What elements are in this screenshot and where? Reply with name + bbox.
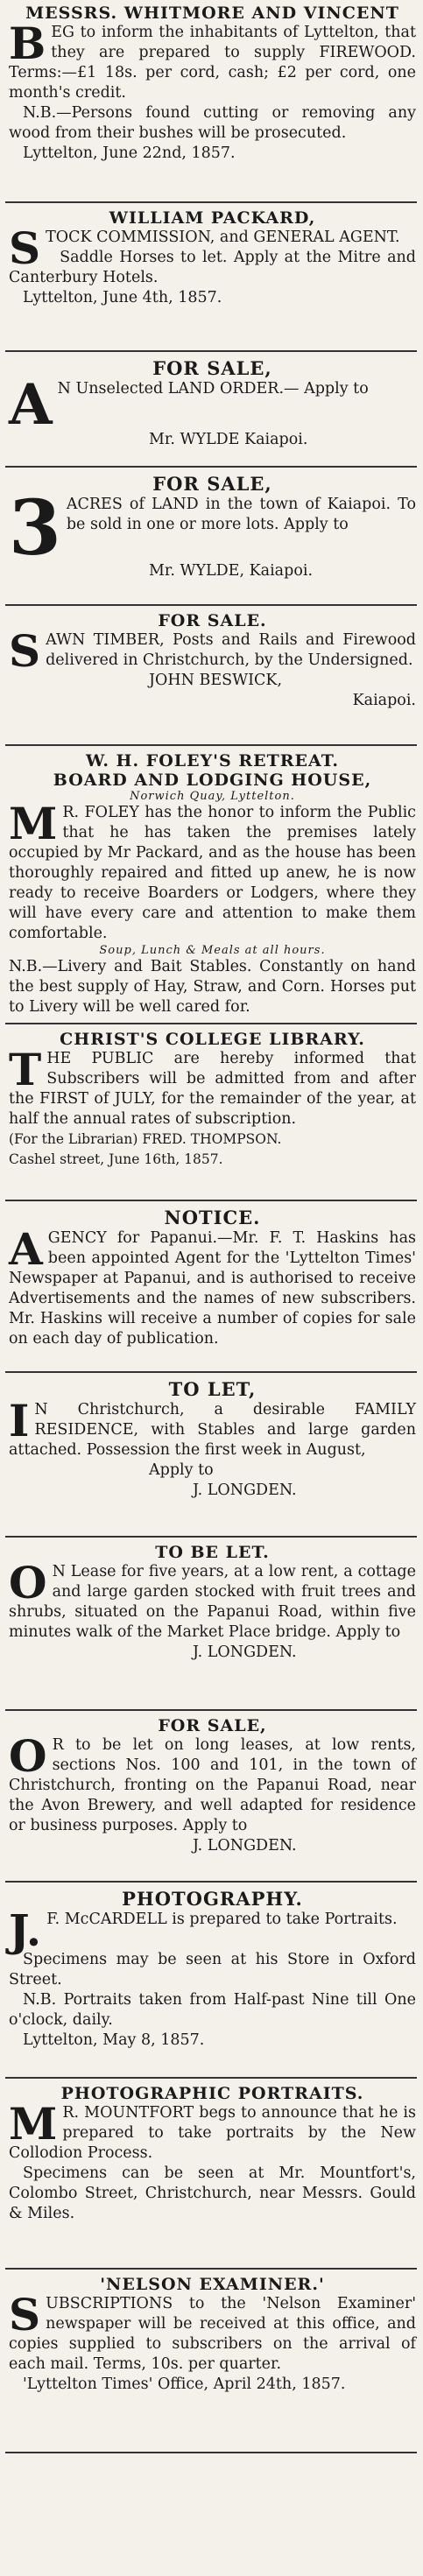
ad-to-be-let-cottage	[9, 1543, 416, 1663]
ad-signature: J. LONGDEN.	[193, 1643, 297, 1661]
drop-cap: B	[9, 18, 46, 69]
divider	[5, 1371, 417, 1373]
ad-whitmore-vincent	[9, 4, 416, 164]
ad-heading: FOR SALE,	[158, 1716, 267, 1735]
divider	[5, 1536, 417, 1538]
divider	[5, 1709, 417, 1711]
ad-body: STOCK COMMISSION, and GENERAL AGENT.	[9, 222, 400, 274]
ad-heading: CHRIST'S COLLEGE LIBRARY.	[60, 1030, 365, 1049]
ad-body: BEG to inform the inhabitants of Lyttelton, that they are prepared to supply FIREWOOD. Terms:—£1 18s. per cord, cash; £2 per cord, one month's credit.	[9, 18, 416, 102]
ad-heading: PHOTOGRAPHY.	[122, 1888, 303, 1910]
ad-apply: Apply to	[149, 1461, 214, 1479]
ad-line: N.B. Portraits taken from Half-past Nine till One o'clock, daily.	[9, 1991, 416, 2029]
drop-cap: T	[9, 1044, 42, 1095]
ad-signature: Mr. WYLDE, Kaiapoi.	[149, 562, 314, 580]
ad-heading: TO BE LET.	[155, 1543, 270, 1562]
ad-dateline: Lyttelton, May 8, 1857.	[23, 2031, 205, 2049]
ad-nelson-examiner	[9, 2275, 416, 2395]
ad-body: J. F. McCARDELL is prepared to take Portraits.	[9, 1904, 398, 1956]
ad-signature: Mr. WYLDE Kaiapoi.	[149, 431, 308, 448]
ad-body: M R. FOLEY has the honor to inform the Public that he has taken the premises lately occupied by Mr Packard, and as the house has been thoroughly repaired and fitted up anew, he is now ready to receive Boarders or Lodgers, where they will have every care and attention to make them comfortable.	[9, 798, 416, 942]
ad-sawn-timber	[9, 611, 416, 711]
divider	[5, 2077, 417, 2079]
ad-heading: PHOTOGRAPHIC PORTRAITS.	[60, 2084, 364, 2103]
drop-cap: J.	[9, 1904, 42, 1956]
ad-body: O N Lease for five years, at a low rent, a cottage and large garden stocked with fruit trees and shrubs, situated on the Papanui Road, within five minutes walk of the Market Place bridge. Apply to	[9, 1557, 416, 1641]
ad-meals: Soup, Lunch & Meals at all hours.	[99, 944, 326, 957]
drop-cap: A	[9, 372, 53, 438]
ad-body: AGENCY for Papanui.—Mr. F. T. Haskins has been appointed Agent for the 'Lyttelton Times' Newspaper at Papanui, and is authorised to receive Advertisements and the names of new subscribers. Mr. Haskins will receive a number of copies for sale on each day of publication.	[9, 1223, 416, 1348]
ad-heading: FOR SALE.	[158, 611, 267, 630]
drop-cap: O	[9, 1557, 47, 1608]
ad-william-packard	[9, 208, 416, 308]
ad-three-acres	[9, 473, 416, 581]
ad-signature: (For the Librarian) FRED. THOMPSON.	[9, 1131, 282, 1147]
ad-college-library	[9, 1030, 416, 1170]
divider	[5, 744, 417, 746]
drop-cap: I	[9, 1395, 30, 1446]
divider	[5, 2452, 417, 2453]
ad-dateline: Cashel street, June 16th, 1857.	[9, 1151, 223, 1167]
ad-signature: JOHN BESWICK,	[149, 672, 283, 689]
ad-dateline: Lyttelton, June 4th, 1857.	[23, 289, 222, 306]
ad-dateline: 'Lyttelton Times' Office, April 24th, 1857.	[23, 2375, 346, 2393]
ad-subheading: BOARD AND LODGING HOUSE,	[53, 771, 372, 790]
drop-cap: S	[9, 2289, 41, 2340]
ad-line: Saddle Horses to let. Apply at the Mitre and Canterbury Hotels.	[9, 249, 416, 286]
ad-body: A N Unselected LAND ORDER.— Apply to	[9, 372, 369, 438]
ad-to-let-residence	[9, 1378, 416, 1501]
divider	[5, 1881, 417, 1883]
drop-cap: 3	[9, 484, 61, 573]
ad-heading: TO LET,	[168, 1378, 257, 1400]
ad-notice-agency	[9, 1207, 416, 1349]
ad-heading: MESSRS. WHITMORE AND VINCENT	[25, 4, 399, 23]
ad-photography	[9, 1888, 416, 2051]
ad-line: Specimens can be seen at Mr. Mountfort's, Colombo Street, Christchurch, near Messrs. Gould & Miles.	[9, 2164, 416, 2222]
ad-body: 3 ACRES of LAND in the town of Kaiapoi. To be sold in one or more lots. Apply to	[9, 484, 416, 573]
ad-heading: 'NELSON EXAMINER.'	[100, 2275, 325, 2294]
ad-heading: NOTICE.	[164, 1207, 261, 1228]
ad-body: THE PUBLIC are hereby informed that Subscribers will be admitted from and after the FIRST of JULY, for the remainder of the year, at half the annual rates of subscription.	[9, 1044, 416, 1128]
ad-body: O R to be let on long leases, at low rents, sections Nos. 100 and 101, in the town of Christchurch, fronting on the Papanui Road, near the Avon Brewery, and well adapted for residence or business purposes. Apply to	[9, 1730, 416, 1834]
drop-cap: S	[9, 625, 41, 677]
drop-cap: M	[9, 2098, 58, 2150]
ad-body: SAWN TIMBER, Posts and Rails and Firewood delivered in Christchurch, by the Undersigned.	[9, 625, 416, 677]
ad-note: N.B.—Persons found cutting or removing any wood from their bushes will be prosecuted.	[9, 104, 416, 142]
ad-heading: WILLIAM PACKARD,	[109, 208, 316, 228]
ad-note: N.B.—Livery and Bait Stables. Constantly on hand the best supply of Hay, Straw, and Corn. Horses put to Livery will be well cared for.	[9, 958, 416, 1016]
ad-body: I N Christchurch, a desirable FAMILY RESIDENCE, with Stables and large garden attached. Possession the first week in August,	[9, 1395, 416, 1459]
ad-heading: FOR SALE,	[152, 357, 272, 379]
drop-cap: S	[9, 222, 41, 274]
divider	[5, 604, 417, 606]
drop-cap: A	[9, 1223, 43, 1275]
ad-line: Specimens may be seen at his Store in Oxford Street.	[9, 1951, 416, 1988]
ad-signature: J. LONGDEN.	[193, 1482, 297, 1499]
ad-heading: FOR SALE,	[152, 473, 272, 495]
ad-photographic-portraits	[9, 2084, 416, 2224]
ad-foley-retreat	[9, 751, 416, 1017]
drop-cap: O	[9, 1730, 47, 1782]
divider	[5, 1200, 417, 1201]
divider	[5, 2268, 417, 2270]
ad-body: M R. MOUNTFORT begs to announce that he is prepared to take portraits by the New Collodion Process.	[9, 2098, 416, 2162]
ad-place: Kaiapoi.	[352, 692, 416, 709]
divider	[5, 350, 417, 352]
ad-body: SUBSCRIPTIONS to the 'Nelson Examiner' newspaper will be received at this office, and copies supplied to subscribers on the arrival of each mail. Terms, 10s. per quarter.	[9, 2289, 416, 2373]
ad-land-order	[9, 357, 416, 450]
divider	[5, 1023, 417, 1024]
divider	[5, 466, 417, 468]
divider	[5, 201, 417, 203]
ad-heading: W. H. FOLEY'S RETREAT.	[85, 751, 340, 771]
ad-address: Norwich Quay, Lyttelton.	[130, 790, 295, 803]
ad-signature: J. LONGDEN.	[193, 1837, 297, 1855]
ad-sale-sections	[9, 1716, 416, 1856]
ad-dateline: Lyttelton, June 22nd, 1857.	[23, 144, 236, 162]
drop-cap: M	[9, 798, 58, 849]
